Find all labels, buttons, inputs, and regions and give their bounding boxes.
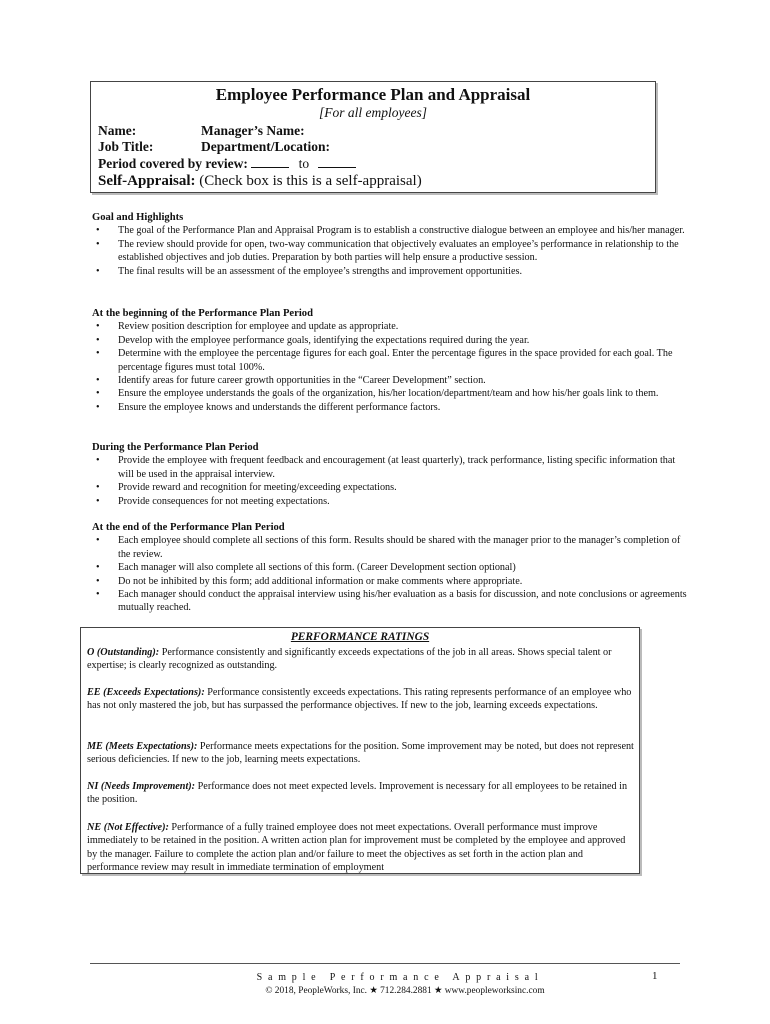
- bullet-icon: •: [96, 482, 100, 494]
- section-heading: At the beginning of the Performance Plan Period: [92, 308, 313, 319]
- rating-outstanding: [87, 646, 635, 673]
- bullet-list: [92, 534, 692, 614]
- name-row: [98, 123, 305, 139]
- list-item: • The final results will be an assessment of the employee’s strengths and improvement opportunities.: [96, 265, 523, 277]
- list-item: • Each employee should complete all sections of this form. Results should be shared with the manager prior to the manager’s completion of the review.: [96, 535, 681, 560]
- name-label: Name:: [98, 123, 137, 138]
- ratings-title: PERFORMANCE RATINGS: [290, 631, 430, 643]
- section-heading: During the Performance Plan Period: [92, 442, 259, 453]
- bullet-list: [92, 320, 692, 414]
- rating-needs-improvement: [87, 780, 635, 807]
- list-item: • Each manager should conduct the appraisal interview using his/her evaluation as a basis for discussion, and note conclusions or agreements mutually reached.: [96, 589, 687, 614]
- rating-term: O (Outstanding):: [87, 647, 160, 658]
- bullet-icon: •: [96, 589, 100, 601]
- period-start-blank[interactable]: [251, 155, 289, 168]
- bullet-icon: •: [96, 535, 100, 547]
- rating-exceeds-expectations: [87, 686, 635, 713]
- rating-description: Performance consistently exceeds expectations. This rating represents performance of an employee who has not only mastered the job, but has surpassed the performance objectives. If new to the job, learning exceeds expectations.: [87, 687, 632, 712]
- rating-term: EE (Exceeds Expectations):: [87, 687, 205, 698]
- bullet-icon: •: [96, 334, 100, 346]
- footer-copyright: © 2018, PeopleWorks, Inc. ★ 712.284.2881 ★ www.peopleworksinc.com: [265, 986, 545, 996]
- document-subtitle: [For all employees]: [319, 105, 427, 120]
- bullet-icon: •: [96, 455, 100, 467]
- list-item: • Develop with the employee performance goals, identifying the expectations required during the year.: [96, 334, 530, 346]
- performance-ratings-box: [80, 627, 640, 874]
- bullet-icon: •: [96, 401, 100, 413]
- list-item: • The goal of the Performance Plan and Appraisal Program is to establish a constructive dialogue between an employee and his/her manager.: [96, 225, 685, 237]
- rating-term: NI (Needs Improvement):: [87, 781, 196, 792]
- list-item: • Provide the employee with frequent feedback and encouragement (at least quarterly), track performance, listing specific information that will be used in the appraisal interview.: [96, 455, 676, 480]
- section-heading: At the end of the Performance Plan Period: [92, 522, 285, 533]
- bullet-icon: •: [96, 495, 100, 507]
- list-item: • Identify areas for future career growth opportunities in the “Career Development” section.: [96, 375, 486, 387]
- section-end-of-period: [92, 521, 692, 615]
- department-label: Department/Location:: [201, 139, 330, 154]
- period-to-label: to: [298, 156, 310, 171]
- list-item: • Ensure the employee knows and understands the different performance factors.: [96, 401, 441, 413]
- bullet-icon: •: [96, 575, 100, 587]
- self-appraisal-label: Self-Appraisal:: [98, 173, 196, 189]
- bullet-icon: •: [96, 348, 100, 360]
- bullet-icon: •: [96, 238, 100, 250]
- self-appraisal-row: [98, 173, 422, 190]
- list-item: • Provide consequences for not meeting expectations.: [96, 495, 330, 507]
- bullet-icon: •: [96, 225, 100, 237]
- section-beginning-of-period: [92, 307, 692, 414]
- list-item: • Do not be inhibited by this form; add additional information or make comments where appropriate.: [96, 575, 523, 587]
- rating-description: Performance meets expectations for the position. Some improvement may be noted, but does not represent serious deficiencies. If new to the job, learning meets expectations.: [87, 741, 634, 766]
- period-end-blank[interactable]: [318, 155, 356, 168]
- bullet-list: [92, 224, 692, 278]
- list-item: • The review should provide for open, two-way communication that objectively evaluates an employee’s performance in relationship to the established objectives and job duties. Preparation by both parties will help ensure a productive session.: [96, 238, 679, 264]
- bullet-icon: •: [96, 265, 100, 277]
- section-goal-highlights: [92, 211, 692, 278]
- rating-description: Performance does not meet expected levels. Improvement is necessary for all employees to be retained in the position.: [87, 781, 628, 806]
- rating-description: Performance of a fully trained employee does not meet expectations. Overall performance must improve immediately to be retained in the position. A written action plan for improvement must be completed by the employee and approved by the manager. Failure to complete the action plan and/or failure to meet the objectives as set forth in the action plan and performance review may result in immediate termination of employment: [87, 822, 626, 874]
- list-item: • Review position description for employee and update as appropriate.: [96, 321, 399, 333]
- job-title-row: [98, 139, 330, 155]
- rating-term: ME (Meets Expectations):: [87, 741, 198, 752]
- bullet-icon: •: [96, 375, 100, 387]
- period-row: [98, 155, 356, 172]
- manager-name-label: Manager’s Name:: [201, 123, 305, 138]
- period-label: Period covered by review:: [98, 156, 248, 171]
- section-heading: Goal and Highlights: [92, 212, 184, 223]
- self-appraisal-note: (Check box is this is a self-appraisal): [199, 173, 422, 189]
- rating-not-effective: [87, 821, 635, 875]
- document-title: Employee Performance Plan and Appraisal: [215, 85, 531, 104]
- page-number: 1: [652, 970, 658, 982]
- rating-description: Performance consistently and significantly exceeds expectations of the job in all areas. Shows special talent or expertise; is clearly recognized as outstanding.: [87, 647, 612, 672]
- section-during-period: [92, 441, 692, 508]
- rating-term: NE (Not Effective):: [87, 822, 169, 833]
- rating-meets-expectations: [87, 740, 635, 767]
- list-item: • Ensure the employee understands the goals of the organization, his/her location/department/team and how his/her goals link to them.: [96, 388, 659, 400]
- bullet-icon: •: [96, 321, 100, 333]
- bullet-list: [92, 454, 692, 508]
- header-box: [90, 81, 656, 193]
- list-item: • Each manager will also complete all sections of this form. (Career Development section optional): [96, 562, 516, 574]
- bullet-icon: •: [96, 562, 100, 574]
- bullet-icon: •: [96, 388, 100, 400]
- footer-divider: [90, 963, 680, 964]
- list-item: • Determine with the employee the percentage figures for each goal. Enter the percentage figures in the space provided for each goal. The percentage figures must total 100%.: [96, 348, 673, 373]
- footer-title: Sample Performance Appraisal: [256, 972, 544, 983]
- list-item: • Provide reward and recognition for meeting/exceeding expectations.: [96, 482, 397, 494]
- job-title-label: Job Title:: [98, 139, 154, 154]
